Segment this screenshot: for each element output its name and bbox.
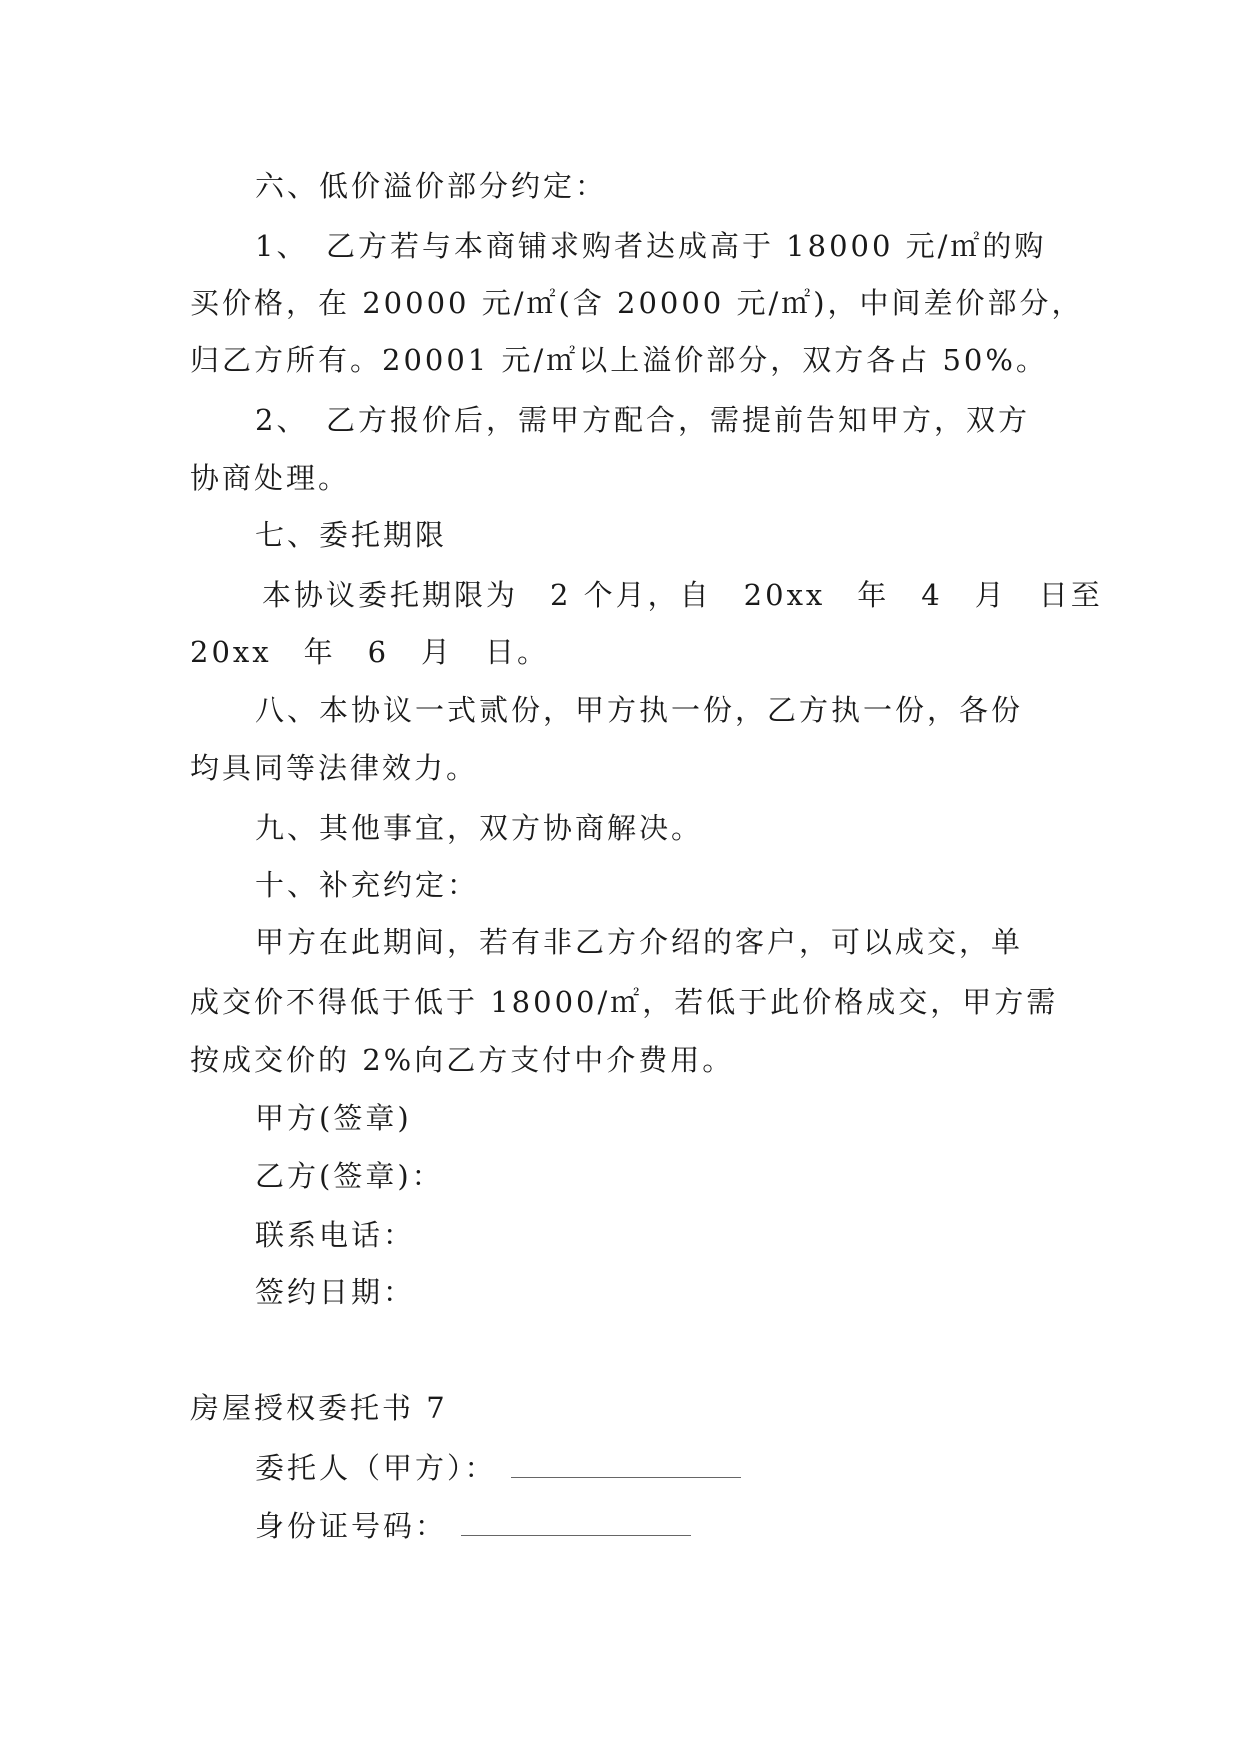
- id-number-blank-line: [461, 1511, 691, 1536]
- principal-field: [255, 1448, 741, 1488]
- signature-party-a: 甲方(签章): [255, 1101, 412, 1135]
- principal-label: 委托人（甲方）：: [255, 1451, 497, 1485]
- section6-heading: 六、低价溢价部分约定：: [255, 169, 608, 203]
- section6-item2-line2: 协商处理。: [190, 461, 351, 495]
- section10-line3: 按成交价的 2%向乙方支付中介费用。: [190, 1043, 735, 1077]
- id-number-field: [255, 1506, 691, 1546]
- section6-item2-line1: 2、 乙方报价后，需甲方配合，需提前告知甲方，双方: [255, 403, 1030, 437]
- section10-line2: 成交价不得低于低于 18000/㎡，若低于此价格成交，甲方需: [190, 985, 1059, 1019]
- section7-line1: 本协议委托期限为 2 个月，自 20xx 年 4 月 日至: [262, 578, 1103, 612]
- sign-date-label: 签约日期：: [255, 1275, 416, 1309]
- principal-blank-line: [511, 1453, 741, 1478]
- section10-heading: 十、补充约定：: [255, 868, 480, 902]
- section6-item1-line3: 归乙方所有。20001 元/㎡以上溢价部分，双方各占 50%。: [190, 343, 1048, 377]
- id-number-label: 身份证号码：: [255, 1509, 448, 1543]
- section6-item1-line2: 买价格，在 20000 元/㎡(含 20000 元/㎡)，中间差价部分，: [190, 286, 1084, 320]
- section7-line2: 20xx 年 6 月 日。: [190, 635, 550, 669]
- next-document-title: 房屋授权委托书 7: [190, 1391, 448, 1425]
- section10-line1: 甲方在此期间，若有非乙方介绍的客户，可以成交，单: [255, 925, 1024, 959]
- section7-heading: 七、委托期限: [255, 518, 448, 552]
- section8-line2: 均具同等法律效力。: [190, 751, 479, 785]
- contact-phone-label: 联系电话：: [255, 1218, 416, 1252]
- section9-line1: 九、其他事宜，双方协商解决。: [255, 811, 704, 845]
- signature-party-b: 乙方(签章)：: [255, 1159, 444, 1193]
- section8-line1: 八、本协议一式贰份，甲方执一份，乙方执一份，各份: [255, 693, 1024, 727]
- section6-item1-line1: 1、 乙方若与本商铺求购者达成高于 18000 元/㎡的购: [255, 229, 1047, 263]
